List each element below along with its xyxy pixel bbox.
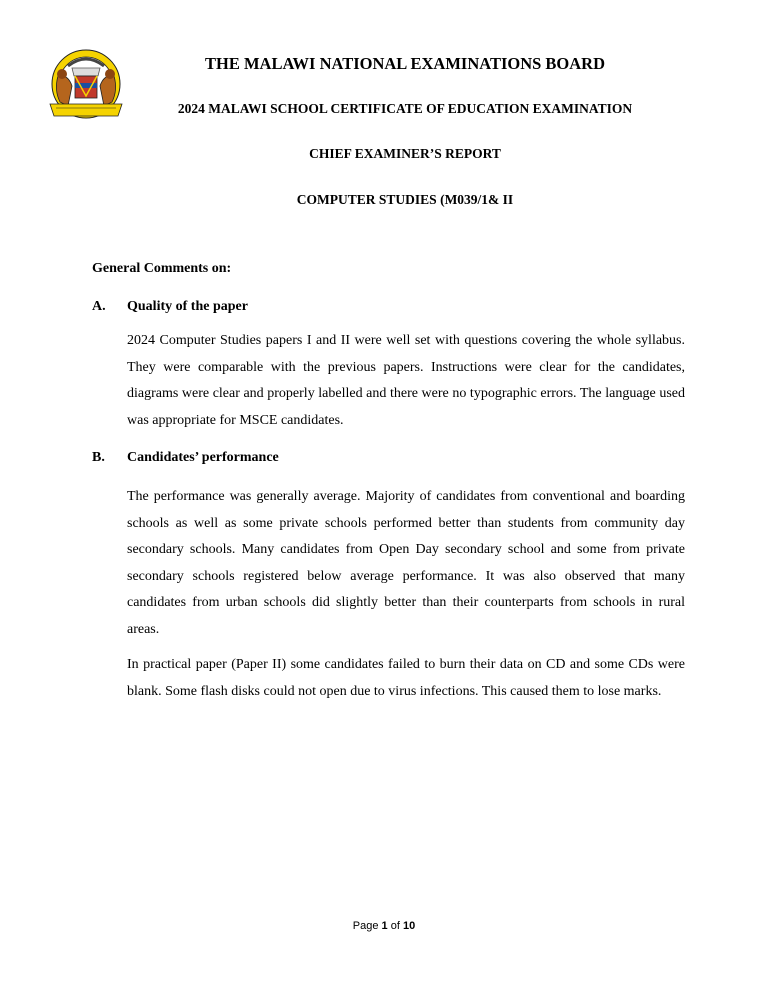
paragraph: In practical paper (Paper II) some candidates failed to burn their data on CD and some CDs were blank. Some flash disks could not open due to virus infections. This caused them to lose marks. [127,657,685,699]
maneb-coat-of-arms-icon [42,46,130,126]
section-b-letter: B. [92,450,105,465]
paragraph: 2024 Computer Studies papers I and II were well set with questions covering the whole syllabus. They were comparable with the previous papers. Instructions were clear for the candidates, diagrams were clear and properly labelled and there were no typographic errors. The language used was appropriate for MSCE candidates. [127,333,685,428]
section-a-heading: Quality of the paper [127,299,248,314]
exam-title: 2024 MALAWI SCHOOL CERTIFICATE OF EDUCATION EXAMINATION [177,101,633,116]
section-b-body-2 [127,652,685,705]
page-title: THE MALAWI NATIONAL EXAMINATIONS BOARD [204,54,606,73]
section-a-letter: A. [92,299,106,314]
section-b-heading: Candidates’ performance [127,450,279,465]
section-b-body-1 [127,484,685,643]
report-title: CHIEF EXAMINER’S REPORT [309,146,501,161]
page-footer [0,920,768,932]
page-word: Page [352,920,379,932]
subject-title: COMPUTER STUDIES (M039/1& II [296,192,514,207]
section-a-body [127,328,685,434]
page-total: 10 [402,920,416,932]
page-number: 1 [381,920,388,932]
general-comments-heading: General Comments on: [92,261,232,276]
paragraph: The performance was generally average. Majority of candidates from conventional and boarding schools as well as some private schools performed better than students from community day secondary schools. Many candidates from Open Day secondary school and some from private secondary schools registered below average performance. It was also observed that many candidates from urban schools did slightly better than their counterparts from schools in rural areas. [127,489,685,637]
of-word: of [390,920,400,932]
